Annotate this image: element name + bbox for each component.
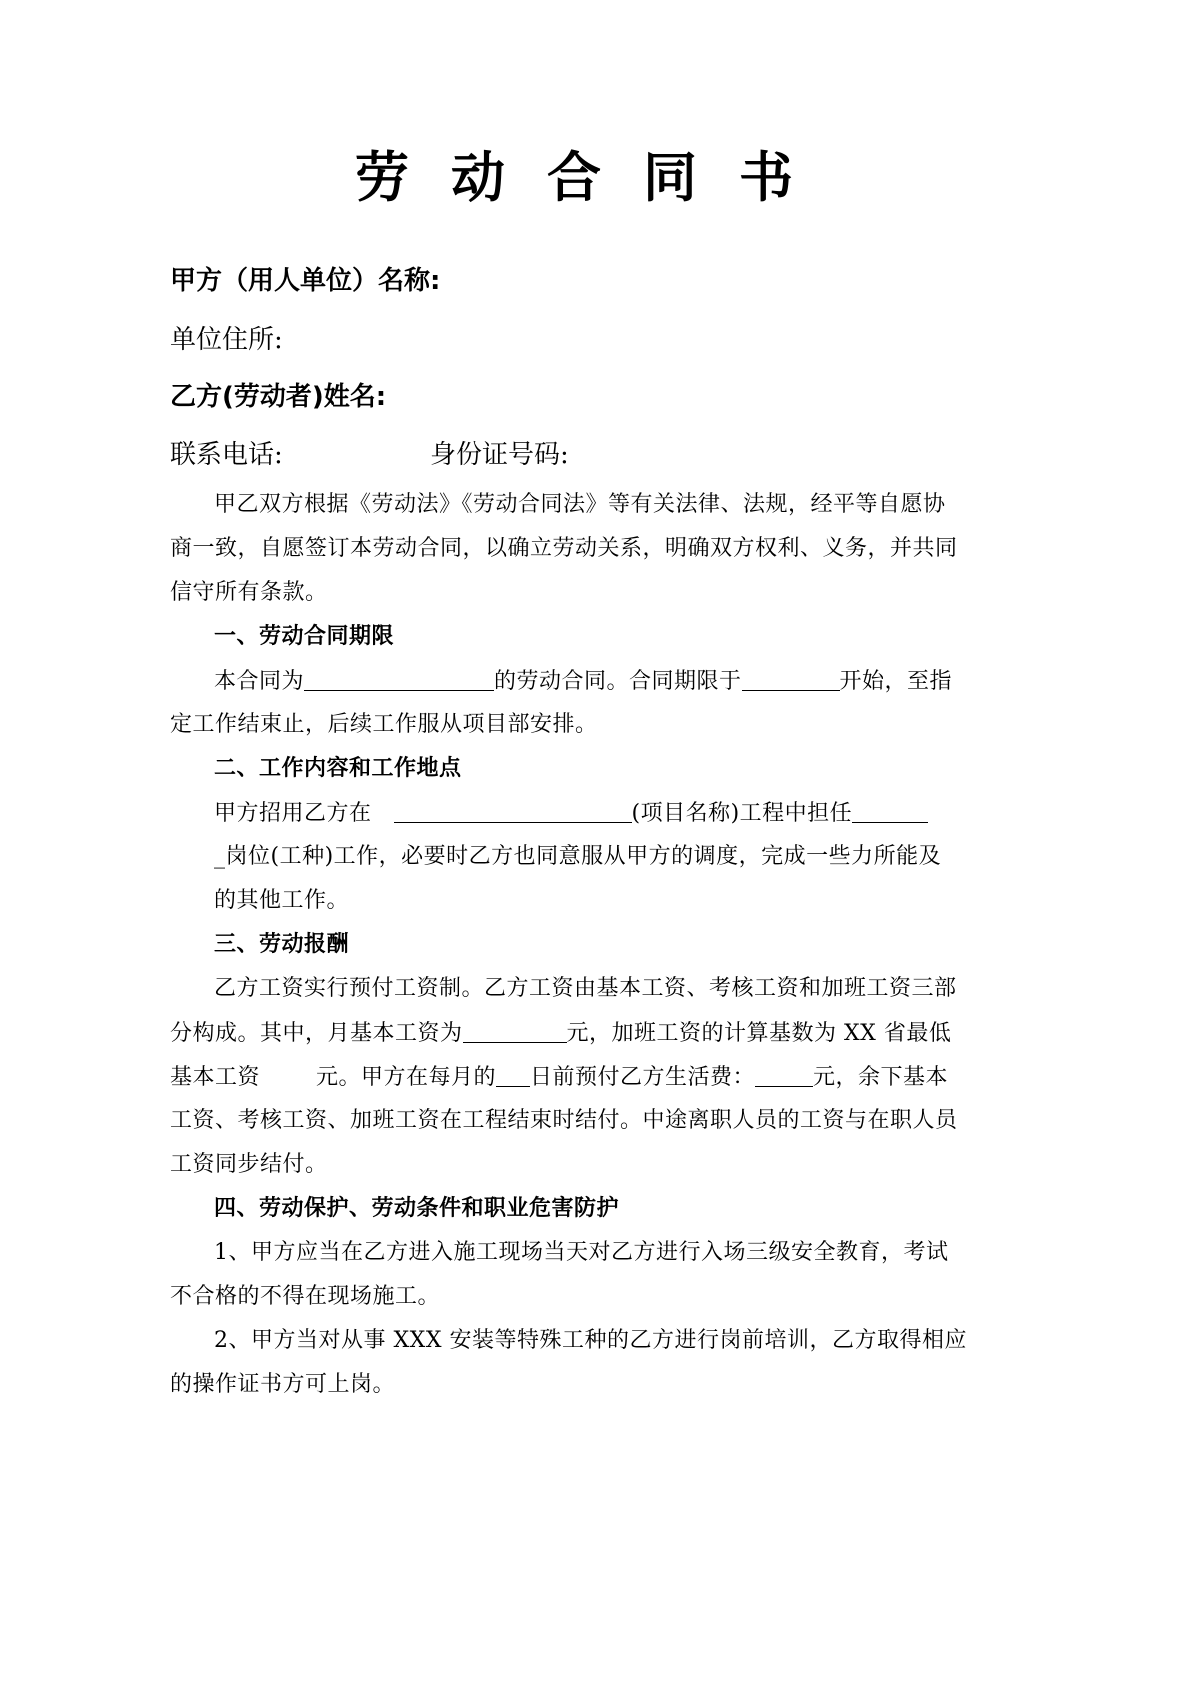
party-b-name-label: 乙方(劳动者)姓名: (170, 382, 387, 412)
section-4-heading: 四、劳动保护、劳动条件和职业危害防护 (214, 1196, 620, 1221)
start-date-blank (742, 670, 840, 691)
salary-prefix: 分构成。其中，月基本工资为 (170, 1021, 463, 1046)
section-4-p2-line-1: 2、甲方当对从事 XXX 安装等特殊工种的乙方进行岗前培训，乙方取得相应 (214, 1328, 967, 1353)
section-2-line-2: _岗位(工种)工作，必要时乙方也同意服从甲方的调度，完成一些力所能及 (214, 844, 942, 869)
intro-line-3: 信守所有条款。 (170, 580, 328, 605)
section-3-line-5: 工资同步结付。 (170, 1152, 328, 1177)
section-3-heading: 三、劳动报酬 (214, 932, 350, 957)
position-blank (852, 802, 928, 823)
term-middle: 的劳动合同。合同期限于 (494, 669, 742, 694)
work-prefix: 甲方招用乙方在 (214, 801, 372, 826)
section-3-line-1: 乙方工资实行预付工资制。乙方工资由基本工资、考核工资和加班工资三部 (214, 976, 957, 1001)
id-number-label: 身份证号码: (430, 440, 569, 470)
living-expense-blank (755, 1066, 813, 1087)
document-title: 劳动合同书 (355, 145, 835, 209)
unit-address-label: 单位住所: (170, 325, 283, 355)
section-3-line-4: 工资、考核工资、加班工资在工程结束时结付。中途离职人员的工资与在职人员 (170, 1108, 958, 1133)
contract-type-blank (304, 670, 494, 691)
intro-line-1: 甲乙双方根据《劳动法》《劳动合同法》等有关法律、法规，经平等自愿协 (214, 492, 946, 517)
term-prefix: 本合同为 (214, 669, 305, 694)
section-2-line-1 (214, 802, 928, 825)
section-3-line-3 (170, 1066, 948, 1089)
party-a-name-label: 甲方（用人单位）名称: (170, 266, 441, 296)
remaining-salary-text: 元，余下基本 (813, 1065, 949, 1090)
advance-day-blank (496, 1066, 530, 1087)
section-2-line-3: 的其他工作。 (214, 888, 350, 913)
work-middle: (项目名称)工程中担任 (631, 801, 853, 826)
section-1-heading: 一、劳动合同期限 (214, 624, 395, 649)
section-2-heading: 二、工作内容和工作地点 (214, 756, 462, 781)
section-1-line-1 (214, 670, 952, 693)
section-3-line-2 (170, 1022, 951, 1045)
section-4-p1-line-1: 1、甲方应当在乙方进入施工现场当天对乙方进行入场三级安全教育，考试 (214, 1240, 949, 1265)
base-salary-blank (463, 1022, 567, 1043)
intro-line-2: 商一致，自愿签订本劳动合同，以确立劳动关系，明确双方权利、义务，并共同 (170, 536, 958, 561)
living-expense-label: 日前预付乙方生活费： (530, 1065, 756, 1090)
section-1-line-2: 定工作结束止，后续工作服从项目部安排。 (170, 712, 598, 737)
salary-suffix: 元，加班工资的计算基数为 XX 省最低 (566, 1021, 952, 1046)
advance-day-prefix: 元。甲方在每月的 (316, 1065, 497, 1090)
section-4-p1-line-2: 不合格的不得在现场施工。 (170, 1284, 441, 1309)
section-4-p2-line-2: 的操作证书方可上岗。 (170, 1372, 396, 1397)
term-suffix: 开始，至指 (839, 669, 953, 694)
project-name-blank (394, 802, 632, 823)
min-wage-label: 基本工资 (170, 1065, 261, 1090)
phone-label: 联系电话: (170, 440, 283, 470)
